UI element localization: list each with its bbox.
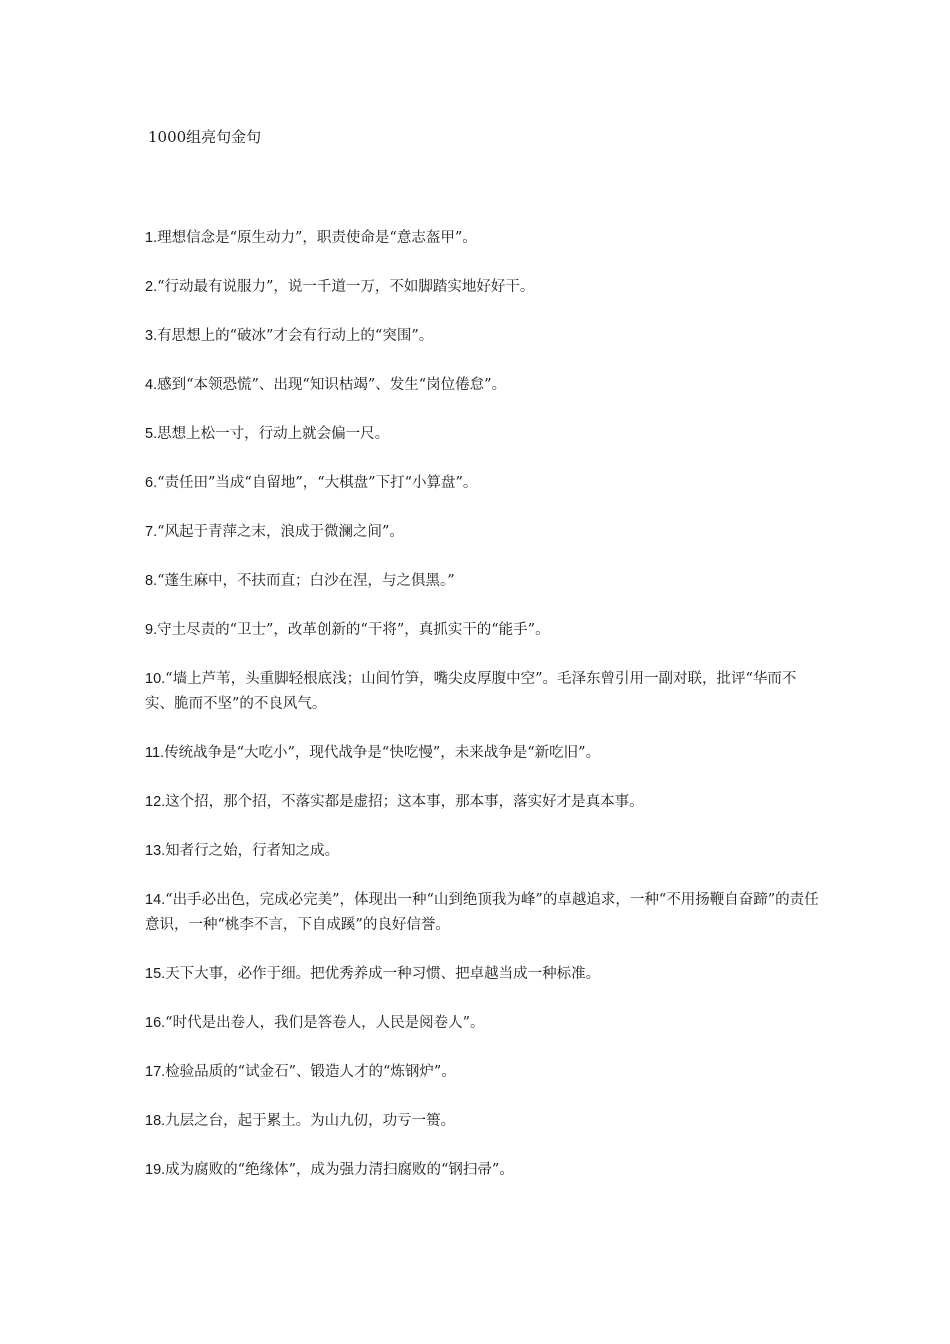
quote-item: [145, 618, 825, 643]
quote-item: [145, 324, 825, 349]
quote-number: 16.: [145, 1015, 166, 1031]
quote-text: 感到“本领恐慌”、出现“知识枯竭”、发生“岗位倦怠”。: [157, 377, 507, 393]
quote-number: 4.: [145, 377, 158, 393]
quote-text: 守土尽责的“卫士”，改革创新的“干将”，真抓实干的“能手”。: [157, 622, 550, 638]
quote-number: 1.: [145, 230, 158, 246]
quote-number: 8.: [145, 573, 158, 589]
quote-number: 12.: [145, 794, 166, 810]
quote-text: 思想上松一寸，行动上就会偏一尺。: [157, 426, 390, 442]
quote-text: “行动最有说服力”，说一千道一万，不如脚踏实地好好干。: [157, 279, 535, 295]
quote-number: 2.: [145, 279, 158, 295]
quote-text: 传统战争是“大吃小”，现代战争是“快吃慢”，未来战争是“新吃旧”。: [164, 745, 601, 761]
quote-number: 13.: [145, 843, 166, 859]
quote-item: [145, 422, 825, 447]
quote-item: [145, 839, 825, 864]
quote-item: [145, 569, 825, 594]
quote-item: [145, 888, 825, 938]
quote-number: 7.: [145, 524, 158, 540]
quote-text: 这个招，那个招，不落实都是虚招；这本事，那本事，落实好才是真本事。: [165, 794, 644, 810]
quote-text: “出手必出色，完成必完美”，体现出一种“山到绝顶我为峰”的卓越追求，一种“不用扬鞭自奋蹄”的责任意识，一种“桃李不言，下自成蹊”的良好信誉。: [145, 892, 819, 933]
quote-number: 19.: [145, 1162, 166, 1178]
quote-number: 11.: [145, 745, 165, 761]
quote-text: “蓬生麻中，不扶而直；白沙在涅，与之俱黑。”: [157, 573, 455, 589]
quote-item: [145, 275, 825, 300]
quote-item: [145, 741, 825, 766]
quote-list: [145, 226, 825, 1207]
quote-text: “时代是出卷人，我们是答卷人，人民是阅卷人”。: [165, 1015, 485, 1031]
quote-item: [145, 1011, 825, 1036]
quote-text: “墙上芦苇，头重脚轻根底浅；山间竹笋，嘴尖皮厚腹中空”。毛泽东曾引用一副对联，批评“华而不实、脆而不坚”的不良风气。: [145, 671, 797, 712]
quote-item: [145, 373, 825, 398]
quote-item: [145, 667, 825, 717]
quote-item: [145, 790, 825, 815]
document-title: 1000组亮句金句: [148, 128, 262, 146]
quote-text: “风起于青萍之末，浪成于微澜之间”。: [157, 524, 404, 540]
quote-item: [145, 226, 825, 251]
quote-number: 6.: [145, 475, 158, 491]
quote-number: 14.: [145, 892, 166, 908]
quote-text: 检验品质的“试金石”、锻造人才的“炼钢炉”。: [165, 1064, 456, 1080]
quote-number: 18.: [145, 1113, 166, 1129]
quote-number: 10.: [145, 671, 166, 687]
quote-item: [145, 471, 825, 496]
quote-item: [145, 1109, 825, 1134]
quote-text: 有思想上的“破冰”才会有行动上的“突围”。: [157, 328, 434, 344]
quote-text: 天下大事，必作于细。把优秀养成一种习惯、把卓越当成一种标准。: [165, 966, 601, 982]
quote-item: [145, 520, 825, 545]
quote-number: 5.: [145, 426, 158, 442]
quote-text: 九层之台，起于累土。为山九仞，功亏一篑。: [165, 1113, 456, 1129]
quote-text: “责任田”当成“自留地”，“大棋盘”下打“小算盘”。: [157, 475, 478, 491]
quote-text: 知者行之始，行者知之成。: [165, 843, 340, 859]
quote-text: 成为腐败的“绝缘体”，成为强力清扫腐败的“钢扫帚”。: [165, 1162, 514, 1178]
quote-number: 9.: [145, 622, 158, 638]
quote-item: [145, 1158, 825, 1183]
quote-number: 17.: [145, 1064, 166, 1080]
quote-item: [145, 962, 825, 987]
quote-text: 理想信念是“原生动力”，职责使命是“意志盔甲”。: [157, 230, 477, 246]
quote-number: 15.: [145, 966, 166, 982]
quote-item: [145, 1060, 825, 1085]
quote-number: 3.: [145, 328, 158, 344]
